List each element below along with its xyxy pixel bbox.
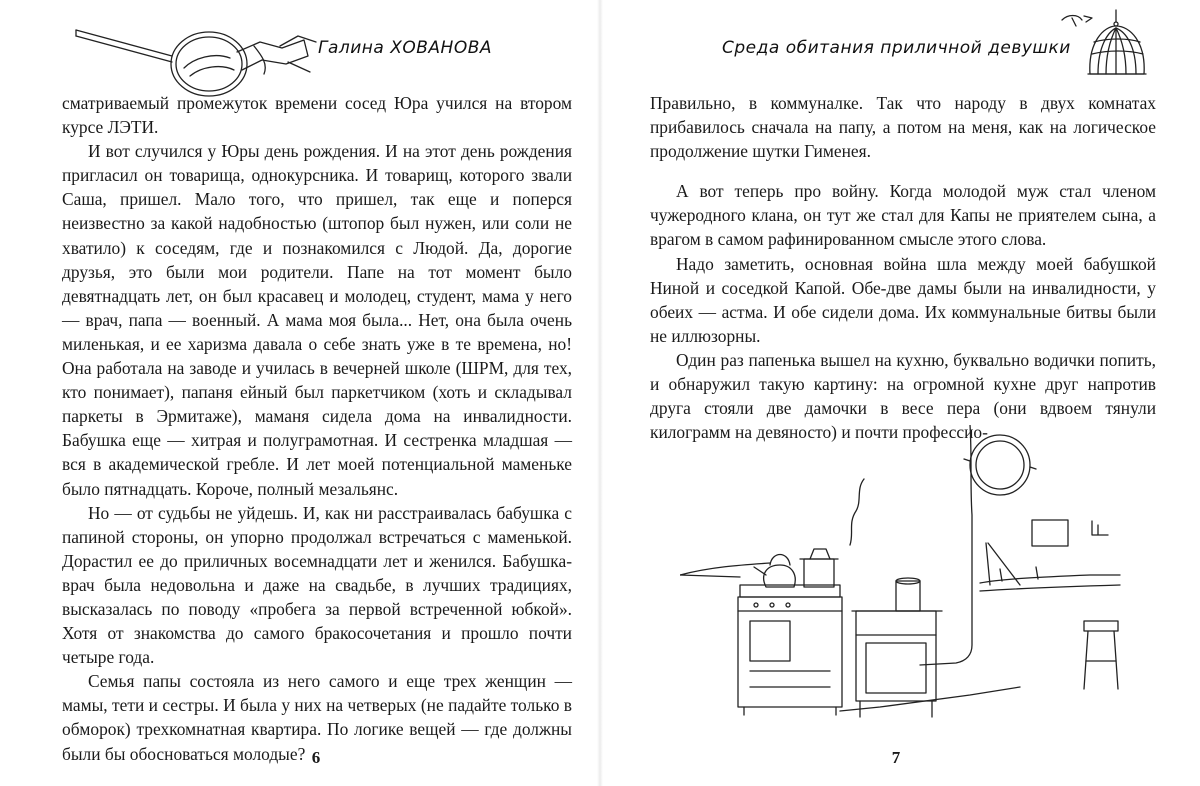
paragraph: Надо заметить, основная война шла между моей бабушкой Ниной и соседкой Капой. Обе-две дамы были на инвалидности, у обеих — астма. И обе сидели дома. Их коммунальные битвы были не иллюзорны. xyxy=(650,253,1156,346)
paragraph: Правильно, в коммуналке. Так что народу в двух комнатах прибавилось сначала на папу, а потом на меня, как на логическое продолжение шутки Гименея. xyxy=(650,93,1156,162)
running-head-left: Галина ХОВАНОВА xyxy=(318,38,493,58)
paragraph: Но — от судьбы не уйдешь. И, как ни расстраивалась бабушка с папиной стороны, он упорно продолжал встречаться с маменькой. Дорастил ее до приличных восемнадцати лет и женился. Бабушка-врач была недовольна и даже на свадьбе, в лучших традициях, высказалась по поводу «пробега за первой встреченной юбкой». Хотя от знакомства до самого бракосочетания и прошло почти четыре года. xyxy=(62,502,572,668)
kitchen-sketch xyxy=(680,425,1160,725)
paragraph: Один раз папенька вышел на кухню, буквально водички попить, и обнаружил такую картину: на огромной кухне друг напротив друга стояли две дамочки в весе пера (они вдвоем тянули килограмм на девяносто) и почти профессио- xyxy=(650,349,1156,443)
page-number-left: 6 xyxy=(311,748,321,767)
birdcage-icon xyxy=(1048,6,1158,78)
running-head-right: Среда обитания приличной девушки xyxy=(722,38,1071,58)
right-page xyxy=(600,0,1200,786)
right-body-text xyxy=(650,91,1156,444)
paragraph: Семья папы состояла из него самого и еще трех женщин — мамы, тети и сестры. И была у них на четверых (не падайте только в обморок) трехкомнатная квартира. По логике вещей — где должны были бы обосноваться молодые? xyxy=(62,671,572,764)
paragraph: А вот теперь про войну. Когда молодой муж стал членом чужеродного клана, он тут же стал для Капы не приятелем сына, а врагом в самом рафинированном смысле этого слова. xyxy=(650,181,1156,250)
paragraph: сматриваемый промежуток времени сосед Юра учился на втором курсе ЛЭТИ. xyxy=(62,93,572,138)
magnifier-icon xyxy=(72,12,322,100)
paragraph: И вот случился у Юры день рождения. И на этот день рождения пригласил он товарища, однокурсника. И товарищ, которого звали Саша, пришел. Мало того, что пришел, так еще и поперся неизвестно за какой надобностью (штопор был нужен, или соли не хватило) к соседям, где и познакомился с Людой. Да, дорогие друзья, это были мои родители. Папе на тот момент было девятнадцать лет, он был красавец и молодец, студент, мама у него — врач, папа — военный. А мама моя была... Нет, она была очень миленькая, и ее харизма давала о себе знать уже в те времена, но! Она работала на заводе и училась в вечерней школе (ШРМ, для тех, кто понимает), папаня ейный был паркетчиком (хоть и складывал паркеты в Эрмитаже), маманя сидела дома на инвалидности. Бабушка еще — хитрая и полуграмотная. И сестренка младшая — вся в академической гребле. И лет моей потенциальной маменьке было пятнадцать. Короче, полный мезальянс. xyxy=(62,141,572,499)
page-number-right: 7 xyxy=(891,748,901,767)
left-body-text xyxy=(62,91,572,766)
